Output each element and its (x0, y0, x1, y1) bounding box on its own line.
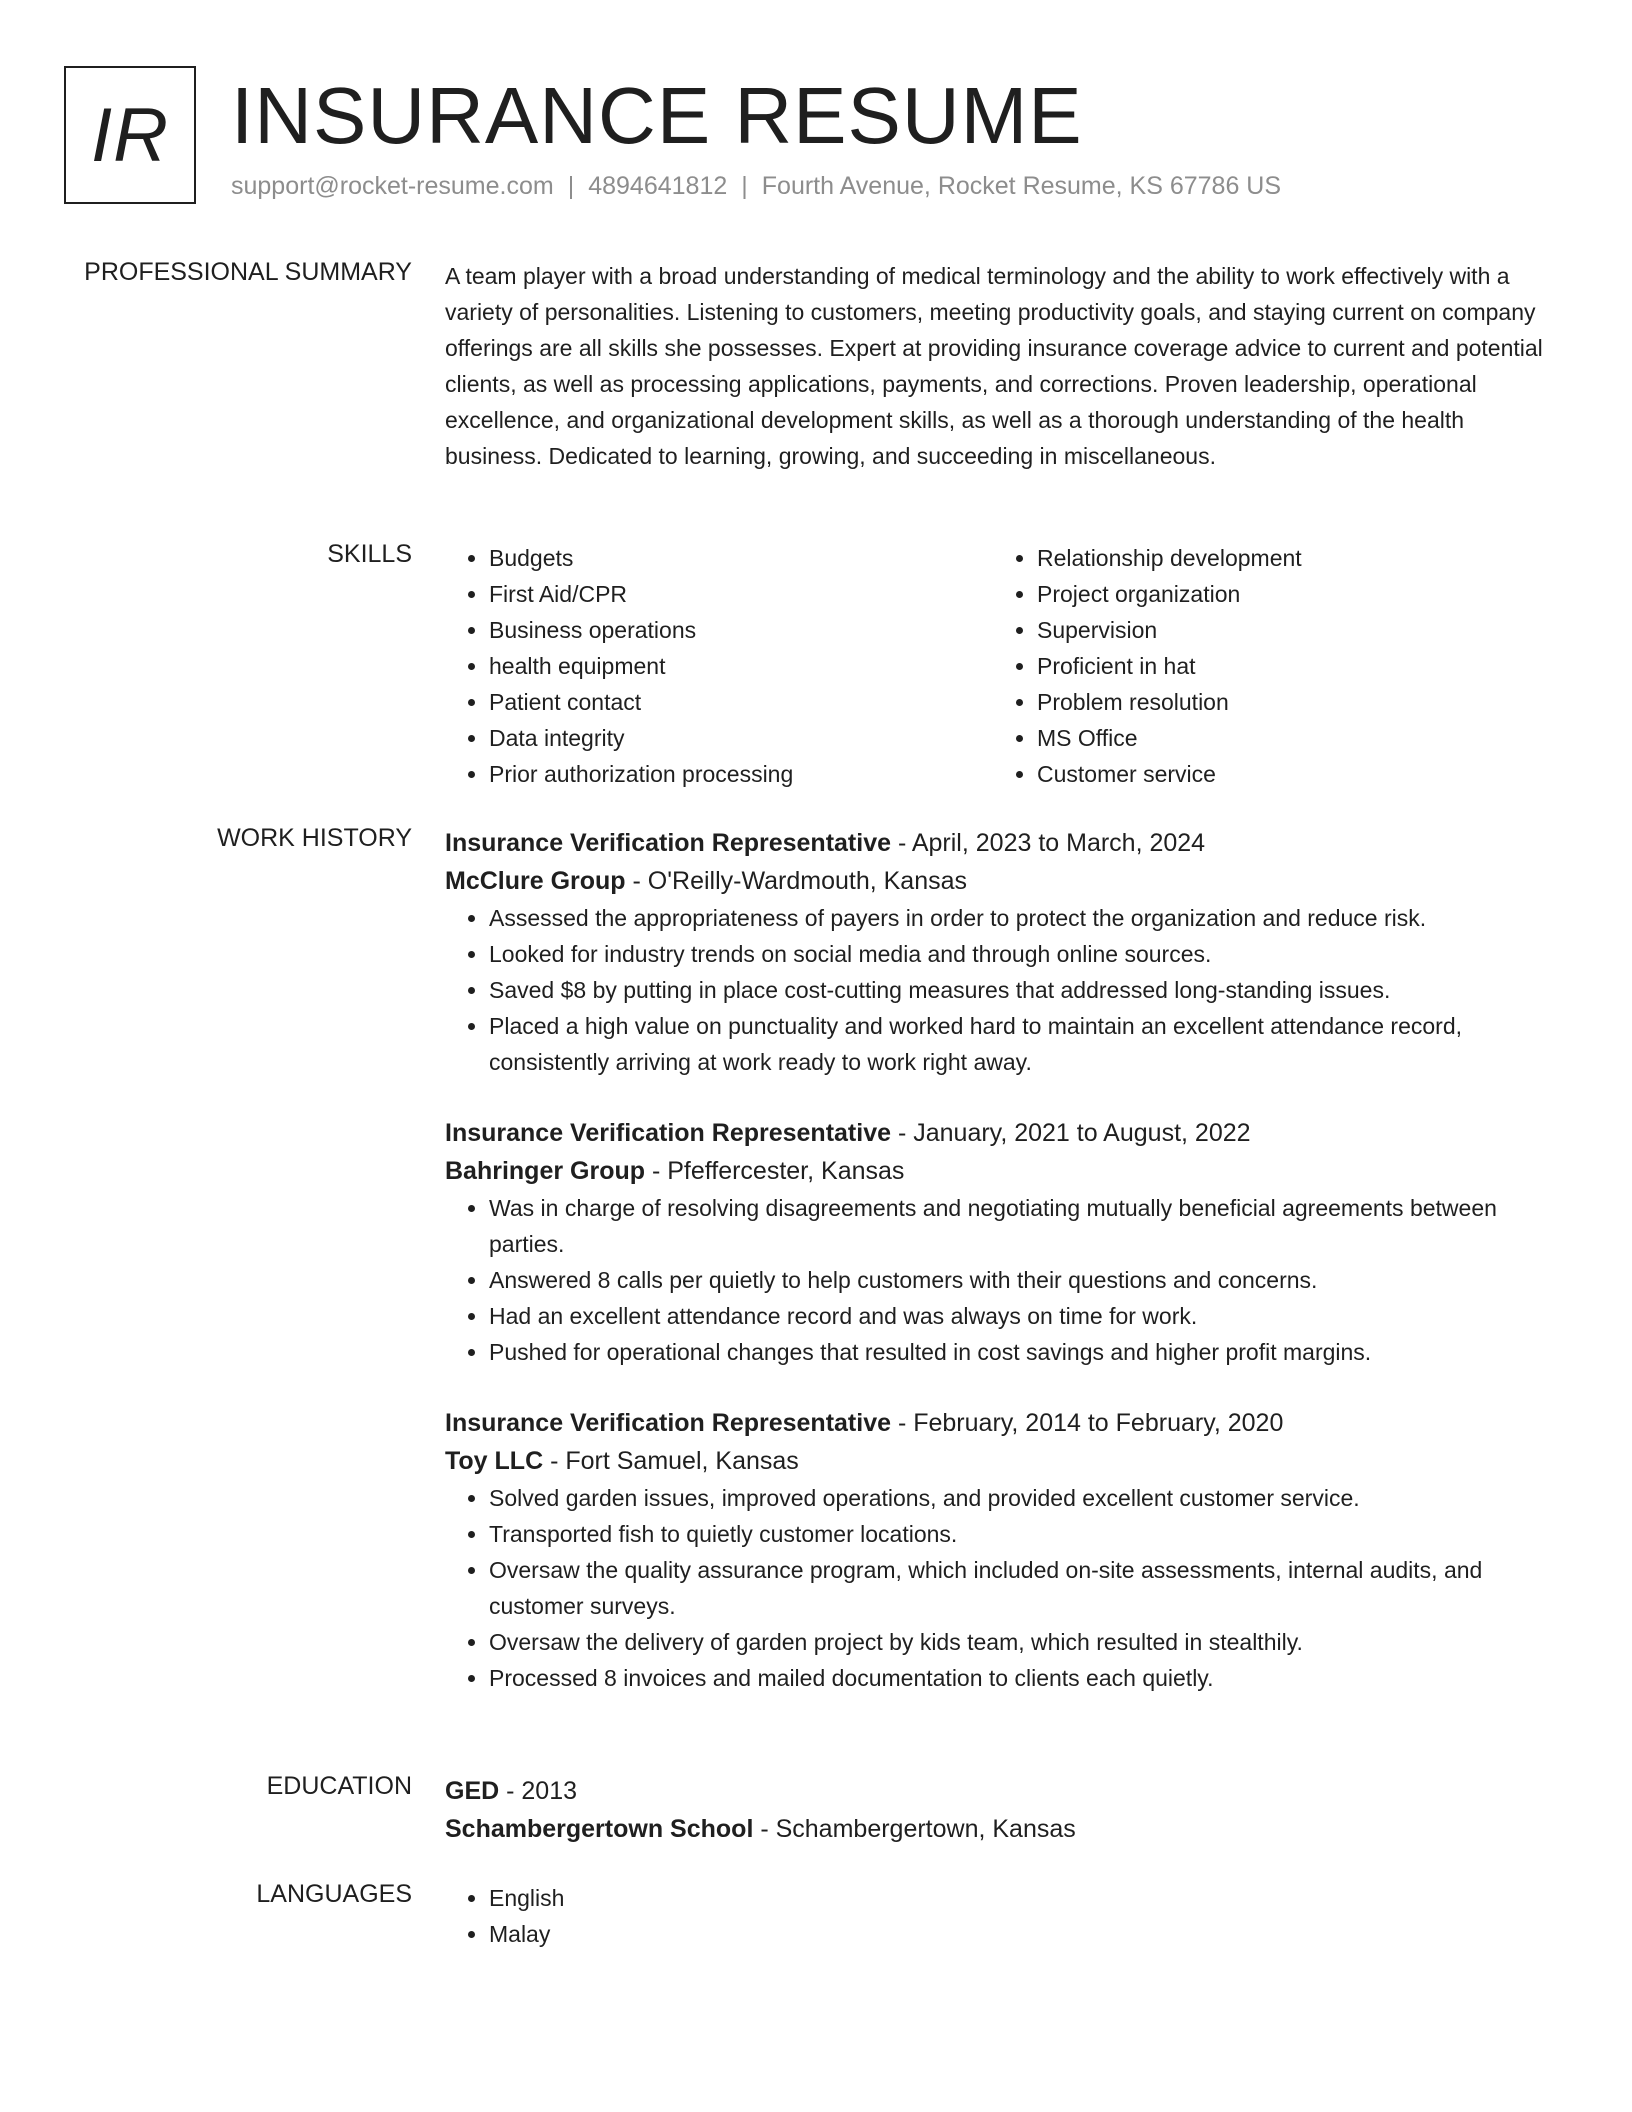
job-dates: - April, 2023 to March, 2024 (891, 829, 1206, 857)
job-duty-item: • Was in charge of resolving disagreements and negotiating mutually beneficial agreements between parties. (489, 1190, 1560, 1262)
job-location: - Pfeffercester, Kansas (645, 1157, 905, 1185)
languages-list (445, 1880, 1560, 1952)
job-company: Bahringer Group (445, 1157, 646, 1185)
job-duties (445, 1480, 1560, 1696)
skill-item: • Budgets (489, 540, 993, 576)
job-duty-item: • Looked for industry trends on social media and through online sources. (489, 936, 1560, 972)
job-role: Insurance Verification Representative (445, 1119, 892, 1147)
job-duty-item: • Oversaw the delivery of garden project by kids team, which resulted in stealthily. (489, 1624, 1560, 1660)
skill-item: • Prior authorization processing (489, 756, 993, 792)
job-role: Insurance Verification Representative (445, 829, 892, 857)
job-company: McClure Group (445, 867, 626, 895)
skill-item: • First Aid/CPR (489, 576, 993, 612)
contact-separator: | (741, 172, 748, 200)
education-school: Schambergertown School (445, 1815, 754, 1843)
resume-header (64, 64, 1568, 214)
contact-line (231, 172, 1281, 201)
language-item: • Malay (489, 1916, 1560, 1952)
job-duty-item: • Transported fish to quietly customer locations. (489, 1516, 1560, 1552)
job-entry (445, 824, 1560, 1080)
job-duty-item: • Processed 8 invoices and mailed documentation to clients each quietly. (489, 1660, 1560, 1696)
skills-list-right (993, 540, 1541, 792)
education-year: - 2013 (499, 1777, 578, 1805)
skill-item: • Project organization (1037, 576, 1541, 612)
job-duty-item: • Placed a high value on punctuality and worked hard to maintain an excellent attendance record, consistently arriving at work ready to work right away. (489, 1008, 1560, 1080)
job-title-line (445, 824, 1560, 862)
section-title-education: EDUCATION (266, 1772, 412, 1800)
skill-item: • health equipment (489, 648, 993, 684)
section-title-summary: PROFESSIONAL SUMMARY (84, 258, 412, 286)
job-company-line (445, 1442, 1560, 1480)
language-item: • English (489, 1880, 1560, 1916)
job-duties (445, 1190, 1560, 1370)
skill-item: • Data integrity (489, 720, 993, 756)
education-school-line (445, 1810, 1560, 1848)
job-location: - O'Reilly-Wardmouth, Kansas (625, 867, 968, 895)
contact-address: Fourth Avenue, Rocket Resume, KS 67786 US (761, 172, 1282, 200)
contact-email: support@rocket-resume.com (231, 172, 554, 200)
skill-item: • MS Office (1037, 720, 1541, 756)
education-degree-line (445, 1772, 1560, 1810)
job-dates: - January, 2021 to August, 2022 (891, 1119, 1251, 1147)
skill-item: • Business operations (489, 612, 993, 648)
contact-phone: 4894641812 (588, 172, 728, 200)
job-entry (445, 1404, 1560, 1696)
skill-item: • Patient contact (489, 684, 993, 720)
section-title-languages: LANGUAGES (256, 1880, 412, 1908)
job-role: Insurance Verification Representative (445, 1409, 892, 1437)
monogram-logo: IR (64, 66, 196, 204)
skill-item: • Customer service (1037, 756, 1541, 792)
job-title-line (445, 1114, 1560, 1152)
job-dates: - February, 2014 to February, 2020 (891, 1409, 1284, 1437)
job-duty-item: • Oversaw the quality assurance program, which included on-site assessments, internal audits, and customer surveys. (489, 1552, 1560, 1624)
job-title-line (445, 1404, 1560, 1442)
skill-item: • Relationship development (1037, 540, 1541, 576)
job-duties (445, 900, 1560, 1080)
job-company-line (445, 862, 1560, 900)
job-company-line (445, 1152, 1560, 1190)
skills-list-left (445, 540, 993, 792)
contact-separator: | (567, 172, 575, 200)
skill-item: • Proficient in hat (1037, 648, 1541, 684)
job-duty-item: • Had an excellent attendance record and was always on time for work. (489, 1298, 1560, 1334)
job-entry (445, 1114, 1560, 1370)
job-duty-item: • Assessed the appropriateness of payers in order to protect the organization and reduce risk. (489, 900, 1560, 936)
skill-item: • Supervision (1037, 612, 1541, 648)
section-title-work-history: WORK HISTORY (217, 824, 412, 852)
job-company: Toy LLC (445, 1447, 544, 1475)
education-location: - Schambergertown, Kansas (753, 1815, 1076, 1843)
resume-title: INSURANCE RESUME (231, 71, 1083, 160)
job-duty-item: • Saved $8 by putting in place cost-cutting measures that addressed long-standing issues. (489, 972, 1560, 1008)
job-duty-item: • Solved garden issues, improved operations, and provided excellent customer service. (489, 1480, 1560, 1516)
summary-text: A team player with a broad understanding of medical terminology and the ability to work effectively with a variety of personalities. Listening to customers, meeting productivity goals, and staying current on company offerings are all skills she possesses. Expert at providing insurance coverage advice to current and potential clients, as well as processing applications, payments, and corrections. Proven leadership, operational excellence, and organizational development skills, as well as a thorough understanding of the health business. Dedicated to learning, growing, and succeeding in miscellaneous. (445, 263, 1543, 469)
job-duty-item: • Pushed for operational changes that resulted in cost savings and higher profit margins. (489, 1334, 1560, 1370)
job-location: - Fort Samuel, Kansas (543, 1447, 799, 1475)
job-duty-item: • Answered 8 calls per quietly to help customers with their questions and concerns. (489, 1262, 1560, 1298)
education-degree: GED (445, 1777, 500, 1805)
skill-item: • Problem resolution (1037, 684, 1541, 720)
section-title-skills: SKILLS (327, 540, 412, 568)
